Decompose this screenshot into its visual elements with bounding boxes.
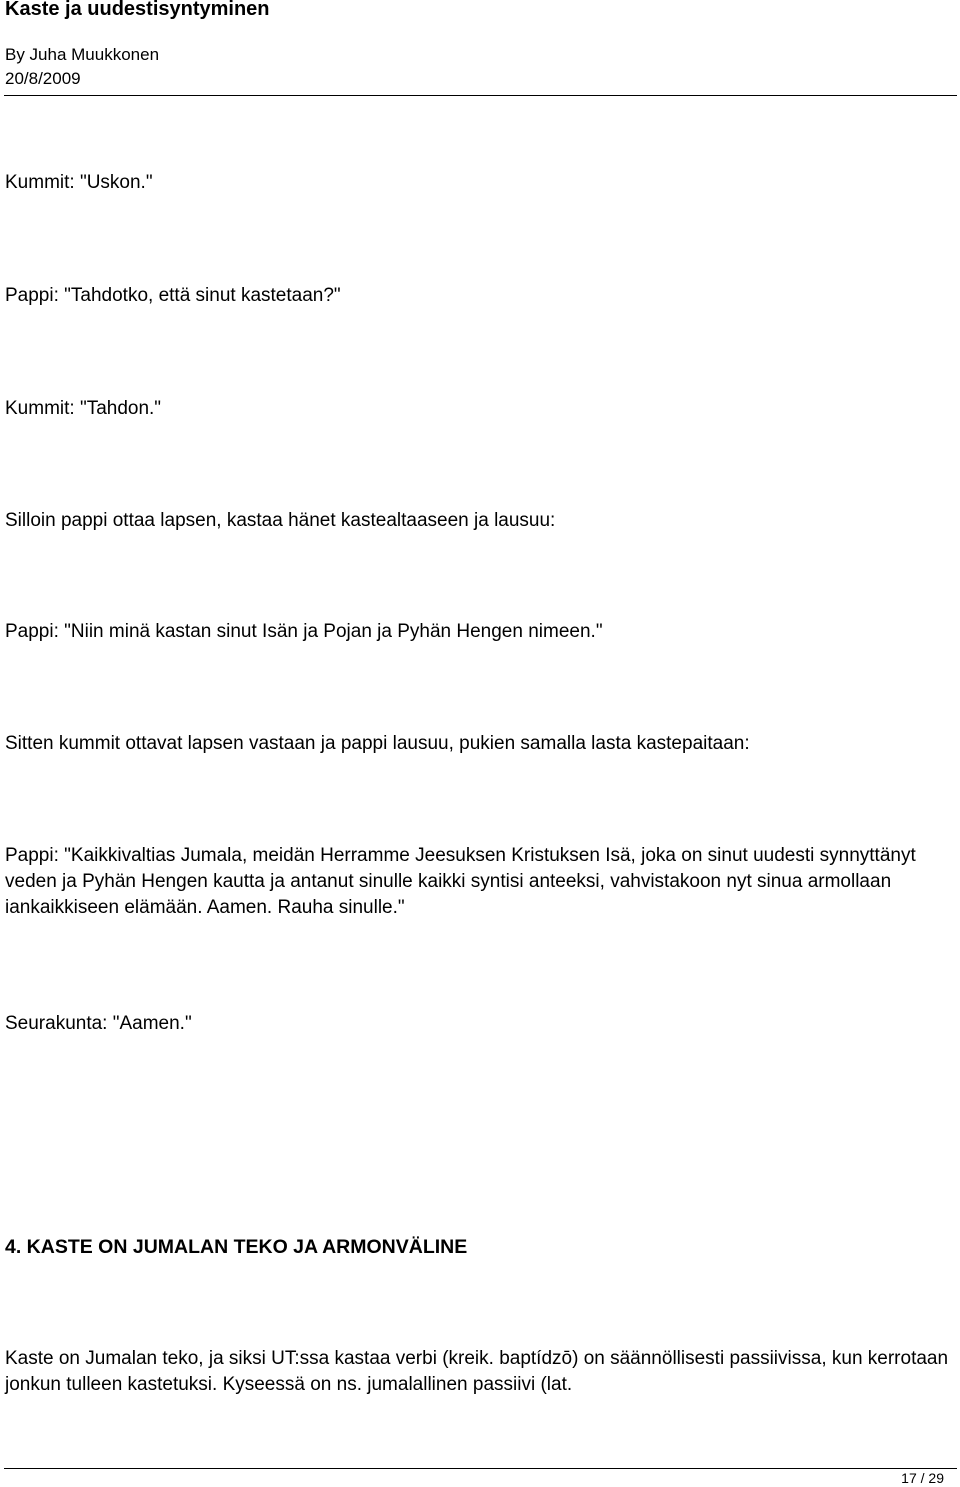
document-title: Kaste ja uudestisyntyminen [5,0,270,20]
paragraph-silloin-pappi: Silloin pappi ottaa lapsen, kastaa hänet kastealtaaseen ja lausuu: [5,510,556,531]
paragraph-seurakunta-aamen: Seurakunta: "Aamen." [5,1013,192,1034]
header-rule [4,95,957,96]
paragraph-pappi-kaikkivaltias: Pappi: "Kaikkivaltias Jumala, meidän Herramme Jeesuksen Kristuksen Isä, joka on sinut uudesti synnyttänyt veden ja Pyhän Hengen kautta ja antanut sinulle kaikki syntisi anteeksi, vahvistakoon nyt sinua armollaan iankaikkiseen elämään. Aamen. Rauha sinulle." [5,845,916,918]
paragraph-kummit-uskon: Kummit: "Uskon." [5,172,153,193]
section-paragraph: Kaste on Jumalan teko, ja siksi UT:ssa kastaa verbi (kreik. baptídzō) on säännöllisesti passiivissa, kun kerrotaan jonkun tulleen kastetuksi. Kyseessä on ns. jumalallinen passiivi (lat. [5,1348,949,1395]
paragraph-pappi-tahdotko: Pappi: "Tahdotko, että sinut kastetaan?" [5,285,341,306]
section-heading: 4. KASTE ON JUMALAN TEKO JA ARMONVÄLINE [5,1236,468,1258]
date-line: 20/8/2009 [5,69,81,88]
paragraph-pappi-niin: Pappi: "Niin minä kastan sinut Isän ja Pojan ja Pyhän Hengen nimeen." [5,621,603,642]
paragraph-kummit-tahdon: Kummit: "Tahdon." [5,398,162,419]
footer-rule [4,1468,957,1469]
paragraph-sitten-kummit: Sitten kummit ottavat lapsen vastaan ja pappi lausuu, pukien samalla lasta kastepaitaan: [5,733,750,754]
page-number: 17 / 29 [901,1470,944,1486]
author-line: By Juha Muukkonen [5,45,160,64]
